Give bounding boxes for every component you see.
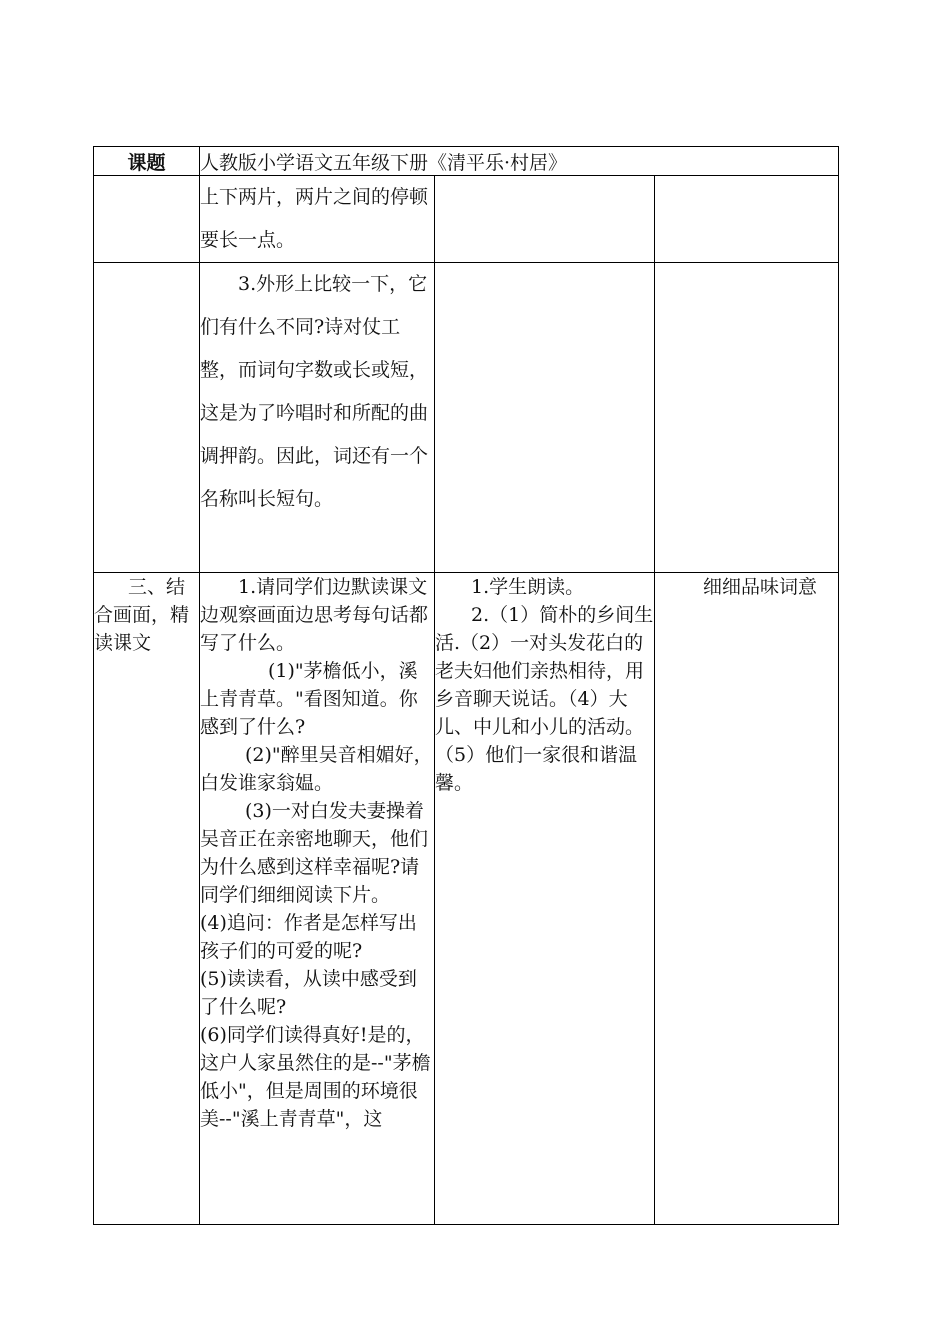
stage-cell: [94, 176, 200, 263]
design-intent-cell: [655, 176, 839, 263]
student-item: 1.学生朗读。: [471, 576, 585, 598]
table-row: [94, 176, 839, 263]
teacher-item: (2)"醉里吴音相媚好，白发谁家翁媪。: [200, 744, 433, 794]
student-activity-cell: [435, 263, 655, 573]
stage-cell: [94, 263, 200, 573]
teacher-item: 1.请同学们边默读课文边观察画面边思考每句话都写了什么。: [200, 576, 429, 654]
teacher-item: (3)一对白发夫妻操着吴音正在亲密地聊天，他们为什么感到这样幸福呢?请同学们细细阅读下片。: [200, 800, 429, 906]
student-activity-cell: [435, 176, 655, 263]
table-row: [94, 263, 839, 573]
lesson-title: 人教版小学语文五年级下册《清平乐·村居》: [200, 147, 839, 176]
student-item: 2.（1）简朴的乡间生活.（2）一对头发花白的老夫妇他们亲热相待，用乡音聊天说话。（4）大儿、中儿和小儿的活动。: [435, 604, 654, 738]
intent-text: 细细品味词意: [703, 576, 818, 598]
teacher-activity-cell: [200, 573, 435, 1225]
stage-cell: [94, 573, 200, 1225]
table-row: [94, 573, 839, 1225]
teacher-activity-cell: 上下两片，两片之间的停顿要长一点。: [200, 176, 435, 263]
teacher-item: (5)读读看，从读中感受到了什么呢?: [200, 968, 417, 1018]
stage-label: 三、结合画面，精读课文: [94, 576, 190, 654]
title-row: [94, 147, 839, 176]
student-activity-cell: [435, 573, 655, 1225]
teacher-activity-cell: 3.外形上比较一下，它们有什么不同?诗对仗工整，而词句字数或长或短，这是为了吟唱时和所配的曲调押韵。因此，词还有一个名称叫长短句。: [200, 263, 435, 573]
teacher-item: (1)"茅檐低小，溪上青青草。"看图知道。你感到了什么?: [200, 660, 418, 738]
teacher-item: (4)追问：作者是怎样写出孩子们的可爱的呢?: [200, 912, 417, 962]
design-intent-cell: [655, 263, 839, 573]
design-intent-cell: [655, 573, 839, 1225]
lesson-plan-table: [93, 146, 839, 1225]
student-item: （5）他们一家很和谐温馨。: [435, 744, 638, 794]
title-label: 课题: [94, 147, 200, 176]
teacher-item: (6)同学们读得真好!是的，这户人家虽然住的是--"茅檐低小"，但是周围的环境很美--"溪上青青草"，这: [200, 1024, 431, 1130]
